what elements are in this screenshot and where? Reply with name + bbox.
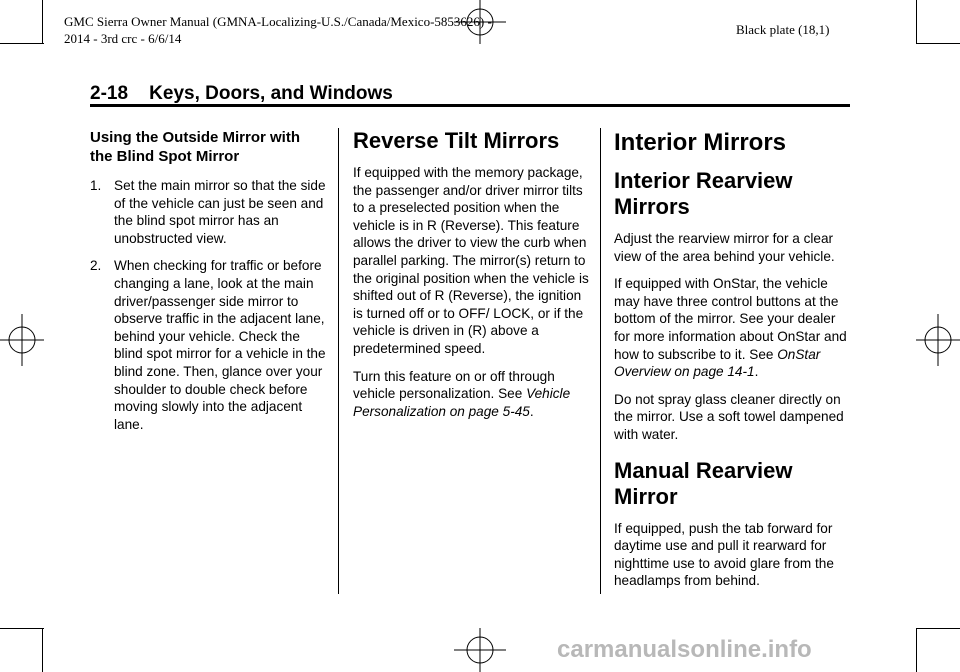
paragraph: Turn this feature on or off through vehicle personalization. See Vehicle Personalization on page 5-45. (353, 368, 571, 419)
paragraph: If equipped, push the tab forward for daytime use and pull it rearward for nighttime use to avoid glare from the headlamps from behind. (614, 520, 834, 589)
step-number: 1. (90, 178, 102, 193)
list-item (90, 257, 326, 433)
step-text: When checking for traffic or before changing a lane, look at the main driver/passenger side mirror to observe traffic in the adjacent lane, behind your vehicle. Check the blind spot mirror for a vehicle in the blind zone. Then, glance over your shoulder to double check before moving slowly into the adjacent lane. (114, 258, 326, 432)
step-text: Set the main mirror so that the side of the vehicle can just be seen and the blind spot mirror has an unobstructed view. (114, 178, 326, 246)
steps-list (90, 177, 326, 433)
watermark: carmanualsonline.info (557, 636, 812, 663)
paragraph: Do not spray glass cleaner directly on the mirror. Use a soft towel dampened with water. (614, 391, 844, 442)
section-heading-reverse-tilt: Reverse Tilt Mirrors (353, 128, 560, 153)
column-2 (353, 128, 593, 430)
paragraph: If equipped with OnStar, the vehicle may have three control buttons at the bottom of the mirror. See your dealer for more information about OnStar and how to subscribe to it. See OnStar Overview on page 14-1. (614, 276, 847, 380)
section-heading-blind-spot: Using the Outside Mirror with the Blind Spot Mirror (90, 129, 301, 165)
section-heading-interior-mirrors: Interior Mirrors (614, 129, 787, 156)
page-number: 2-18 (90, 83, 129, 104)
cross-reference-link[interactable]: Vehicle Personalization on page 5-45 (353, 386, 571, 419)
plate-label: Black plate (18,1) (736, 22, 830, 37)
column-1 (90, 128, 326, 443)
registration-mark-bottom (440, 628, 520, 672)
list-item (90, 177, 326, 247)
paragraph: If equipped with the memory package, the passenger and/or driver mirror tilts to a preselected position when the vehicle is in R (Reverse). This feature allows the driver to view the curb when parallel parking. The mirror(s) return to the original position when the vehicle is shifted out of R (Reverse), the ignition is turned off or to OFF/ LOCK, or if the vehicle is driven in (R) above a predetermined speed. (353, 165, 589, 356)
step-number: 2. (90, 258, 102, 274)
print-slug: GMC Sierra Owner Manual (GMNA-Localizing-U.S./Canada/Mexico-5853626) - 2014 - 3rd crc - 6/6/14 (64, 14, 492, 46)
page-header (90, 82, 393, 106)
column-divider-1 (338, 128, 339, 594)
registration-mark-right (916, 300, 960, 380)
subsection-heading-interior-rearview: Interior Rearview Mirrors (614, 168, 793, 219)
registration-mark-top (440, 0, 520, 44)
cross-reference-link[interactable]: OnStar Overview on page 14-1 (614, 346, 821, 380)
chapter-title: Keys, Doors, and Windows (149, 83, 393, 104)
header-rule (90, 104, 850, 107)
column-3 (614, 128, 852, 600)
registration-mark-left (0, 300, 44, 380)
column-divider-2 (600, 128, 601, 594)
subsection-heading-manual-rearview: Manual Rearview Mirror (614, 457, 793, 509)
paragraph: Adjust the rearview mirror for a clear view of the area behind your vehicle. (614, 231, 835, 264)
